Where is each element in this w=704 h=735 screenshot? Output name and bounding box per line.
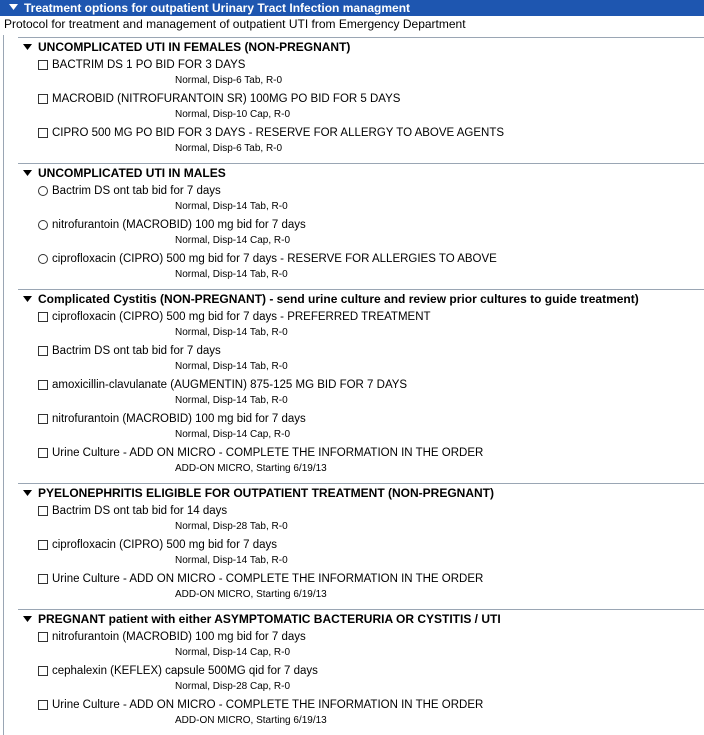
order-label: amoxicillin-clavulanate (AUGMENTIN) 875-125 MG BID FOR 7 DAYS — [52, 379, 408, 391]
order-detail: Normal, Disp-14 Tab, R-0 — [175, 361, 288, 372]
order-checkbox[interactable] — [38, 700, 48, 710]
order-label: Bactrim DS ont tab bid for 14 days — [52, 505, 228, 517]
order-checkbox[interactable] — [38, 574, 48, 584]
order-label: Bactrim DS ont tab bid for 7 days — [52, 185, 221, 197]
order-label: Bactrim DS ont tab bid for 7 days — [52, 345, 221, 357]
order-checkbox[interactable] — [38, 506, 48, 516]
order-detail: Normal, Disp-28 Cap, R-0 — [175, 681, 291, 692]
order-checkbox[interactable] — [38, 380, 48, 390]
order-label: MACROBID (NITROFURANTOIN SR) 100MG PO BID FOR 5 DAYS — [52, 93, 401, 105]
order-section — [18, 163, 704, 280]
order-item[interactable] — [38, 252, 698, 286]
order-item[interactable] — [38, 504, 698, 538]
order-item[interactable] — [38, 412, 698, 446]
order-checkbox[interactable] — [38, 94, 48, 104]
order-label: BACTRIM DS 1 PO BID FOR 3 DAYS — [52, 59, 246, 71]
triangle-down-icon[interactable] — [23, 296, 32, 303]
order-item[interactable] — [38, 184, 698, 218]
triangle-down-icon[interactable] — [23, 170, 32, 177]
order-checkbox[interactable] — [38, 128, 48, 138]
order-item[interactable] — [38, 344, 698, 378]
order-detail: ADD-ON MICRO, Starting 6/19/13 — [175, 715, 327, 726]
order-detail: Normal, Disp-14 Tab, R-0 — [175, 201, 288, 212]
order-detail: Normal, Disp-14 Cap, R-0 — [175, 647, 291, 658]
order-label: nitrofurantoin (MACROBID) 100 mg bid for 7 days — [52, 219, 306, 231]
order-detail: Normal, Disp-28 Tab, R-0 — [175, 521, 288, 532]
panel-subtitle: Protocol for treatment and management of outpatient UTI from Emergency Department — [4, 17, 466, 31]
order-detail: Normal, Disp-6 Tab, R-0 — [175, 75, 283, 86]
order-detail: Normal, Disp-14 Tab, R-0 — [175, 555, 288, 566]
triangle-down-icon[interactable] — [23, 616, 32, 623]
order-item[interactable] — [38, 446, 698, 480]
order-detail: Normal, Disp-14 Tab, R-0 — [175, 269, 288, 280]
order-label: Urine Culture - ADD ON MICRO - COMPLETE THE INFORMATION IN THE ORDER — [52, 447, 484, 459]
order-label: ciprofloxacin (CIPRO) 500 mg bid for 7 days - RESERVE FOR ALLERGIES TO ABOVE — [52, 253, 497, 265]
order-detail: ADD-ON MICRO, Starting 6/19/13 — [175, 463, 327, 474]
order-section — [18, 609, 704, 726]
order-radio[interactable] — [38, 186, 48, 196]
order-checkbox[interactable] — [38, 60, 48, 70]
order-label: cephalexin (KEFLEX) capsule 500MG qid for 7 days — [52, 665, 318, 677]
order-item[interactable] — [38, 630, 698, 664]
section-title: PYELONEPHRITIS ELIGIBLE FOR OUTPATIENT TREATMENT (NON-PREGNANT) — [38, 486, 494, 500]
order-label: ciprofloxacin (CIPRO) 500 mg bid for 7 days - PREFERRED TREATMENT — [52, 311, 431, 323]
order-checkbox[interactable] — [38, 540, 48, 550]
order-label: Urine Culture - ADD ON MICRO - COMPLETE THE INFORMATION IN THE ORDER — [52, 573, 484, 585]
order-checkbox[interactable] — [38, 414, 48, 424]
section-title: Complicated Cystitis (NON-PREGNANT) - send urine culture and review prior cultures to guide treatment) — [38, 292, 639, 306]
section-title: UNCOMPLICATED UTI IN MALES — [38, 166, 226, 180]
order-detail: Normal, Disp-10 Cap, R-0 — [175, 109, 291, 120]
triangle-down-icon[interactable] — [9, 4, 18, 11]
order-item[interactable] — [38, 218, 698, 252]
order-checkbox[interactable] — [38, 346, 48, 356]
order-label: ciprofloxacin (CIPRO) 500 mg bid for 7 days — [52, 539, 277, 551]
panel-header[interactable] — [0, 0, 704, 16]
order-label: nitrofurantoin (MACROBID) 100 mg bid for 7 days — [52, 631, 306, 643]
order-radio[interactable] — [38, 254, 48, 264]
order-label: nitrofurantoin (MACROBID) 100 mg bid for 7 days — [52, 413, 306, 425]
triangle-down-icon[interactable] — [23, 490, 32, 497]
section-title: UNCOMPLICATED UTI IN FEMALES (NON-PREGNANT) — [38, 40, 351, 54]
order-detail: Normal, Disp-14 Tab, R-0 — [175, 395, 288, 406]
order-detail: Normal, Disp-6 Tab, R-0 — [175, 143, 283, 154]
order-detail: Normal, Disp-14 Tab, R-0 — [175, 327, 288, 338]
order-item[interactable] — [38, 538, 698, 572]
order-section — [18, 289, 704, 474]
order-item[interactable] — [38, 664, 698, 698]
order-section — [18, 483, 704, 600]
order-checkbox[interactable] — [38, 312, 48, 322]
order-checkbox[interactable] — [38, 632, 48, 642]
order-detail: Normal, Disp-14 Cap, R-0 — [175, 235, 291, 246]
order-item[interactable] — [38, 572, 698, 606]
order-radio[interactable] — [38, 220, 48, 230]
order-detail: ADD-ON MICRO, Starting 6/19/13 — [175, 589, 327, 600]
order-item[interactable] — [38, 310, 698, 344]
order-item[interactable] — [38, 58, 698, 92]
order-checkbox[interactable] — [38, 666, 48, 676]
order-label: CIPRO 500 MG PO BID FOR 3 DAYS - RESERVE FOR ALLERGY TO ABOVE AGENTS — [52, 127, 505, 139]
order-item[interactable] — [38, 378, 698, 412]
order-item[interactable] — [38, 698, 698, 732]
panel-title: Treatment options for outpatient Urinary Tract Infection managment — [24, 1, 411, 15]
order-label: Urine Culture - ADD ON MICRO - COMPLETE THE INFORMATION IN THE ORDER — [52, 699, 484, 711]
order-detail: Normal, Disp-14 Cap, R-0 — [175, 429, 291, 440]
triangle-down-icon[interactable] — [23, 44, 32, 51]
panel-left-border — [3, 35, 4, 735]
order-item[interactable] — [38, 126, 698, 160]
order-item[interactable] — [38, 92, 698, 126]
order-checkbox[interactable] — [38, 448, 48, 458]
order-section — [18, 37, 704, 154]
section-title: PREGNANT patient with either ASYMPTOMATIC BACTERURIA OR CYSTITIS / UTI — [38, 612, 501, 626]
